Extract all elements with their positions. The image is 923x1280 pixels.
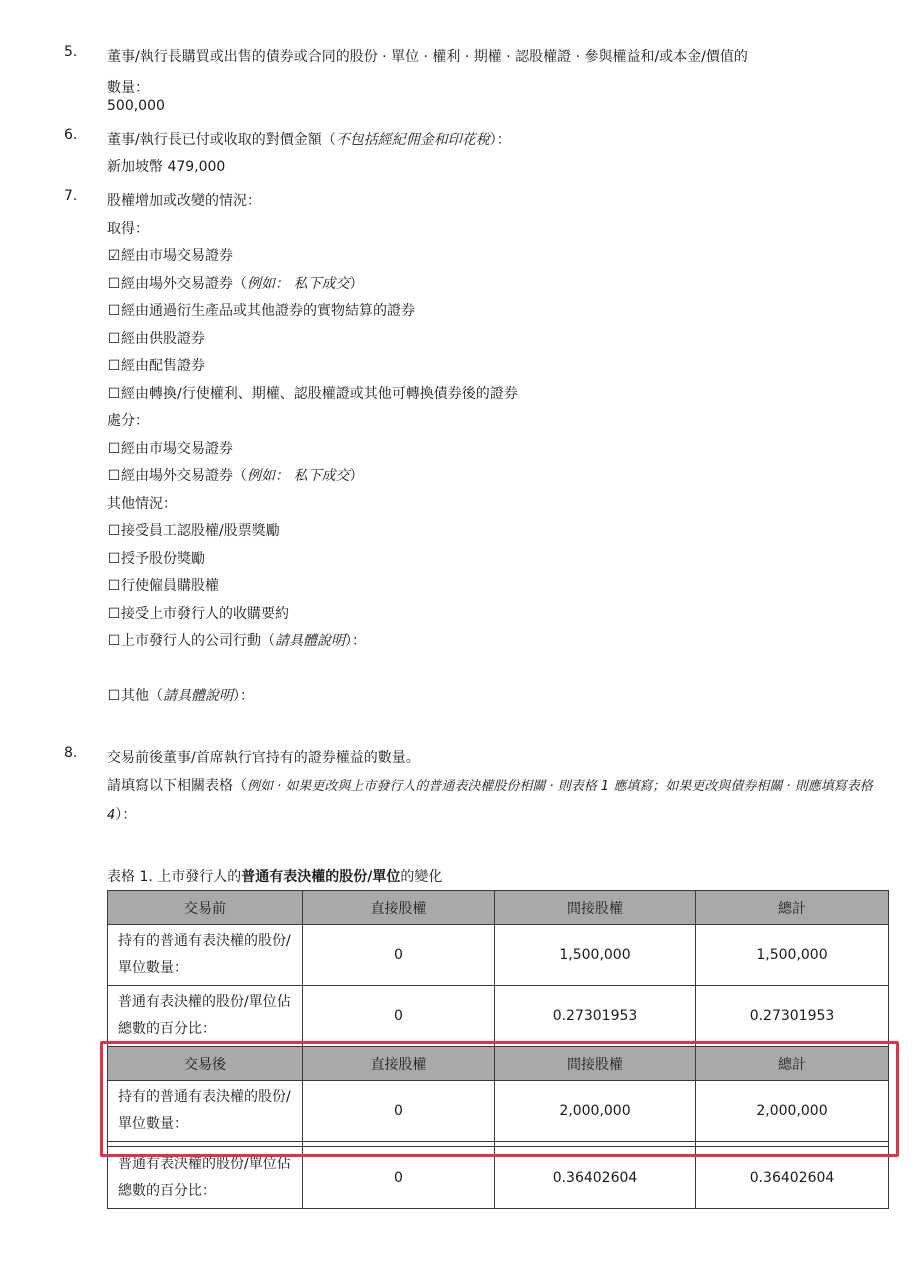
item-6-text: [107, 127, 897, 154]
checkbox-icon[interactable]: ☐: [107, 633, 121, 649]
table-caption: [107, 866, 442, 888]
item-6-value: 新加坡幣 479,000: [107, 159, 226, 175]
item-8-instruction: [107, 772, 892, 830]
checkbox-icon[interactable]: ☐: [107, 358, 121, 374]
item-5-value: 500,000: [107, 98, 165, 114]
checkbox-option[interactable]: [107, 601, 897, 629]
checkbox-icon[interactable]: ☐: [107, 523, 121, 539]
dispose-heading: 處分：: [107, 413, 149, 429]
cell-direct: 0: [303, 925, 495, 986]
option-label: 行使僱員購股權: [121, 578, 219, 594]
option-label: 接受上市發行人的收購要約: [121, 605, 289, 622]
checkbox-icon[interactable]: ☐: [107, 605, 121, 622]
cell-indirect: 0.36402604: [495, 1147, 696, 1209]
option-suffix: ）：: [345, 633, 366, 649]
row-label: 普通有表決權的股份/單位佔總數的百分比：: [108, 986, 303, 1047]
table-header-row: [108, 1047, 889, 1081]
header-cell: 總計: [696, 891, 889, 925]
checkbox-option[interactable]: [107, 381, 897, 409]
cell-indirect: 0.27301953: [495, 986, 696, 1047]
header-cell: 總計: [696, 1047, 889, 1081]
checkbox-icon[interactable]: ☐: [107, 578, 121, 594]
option-label: 經由配售證券: [121, 358, 205, 374]
checkbox-option[interactable]: [107, 573, 897, 601]
option-italic: 請具體說明: [275, 633, 345, 649]
instr-suffix: ）：: [115, 807, 137, 823]
table-1: [107, 890, 889, 1209]
checkbox-icon[interactable]: ☐: [107, 468, 121, 484]
acquire-heading: 取得：: [107, 220, 149, 237]
checkbox-icon[interactable]: ☐: [107, 275, 121, 292]
checkbox-option[interactable]: [107, 326, 897, 354]
row-label: 持有的普通有表決權的股份/單位數量：: [108, 925, 303, 986]
option-italic: 例如： 私下成交: [247, 468, 350, 484]
cell-total: 2,000,000: [696, 1081, 889, 1142]
table-row: [108, 1081, 889, 1142]
checkbox-icon[interactable]: ☐: [107, 687, 121, 704]
item-8-title: 交易前後董事/首席執行官持有的證券權益的數量。: [107, 750, 420, 766]
cell-total: 1,500,000: [696, 925, 889, 986]
cell-indirect: 1,500,000: [495, 925, 696, 986]
header-cell: 間接股權: [495, 891, 696, 925]
checkbox-option[interactable]: [107, 628, 897, 656]
caption-prefix: 表格 1. 上市發行人的: [107, 869, 242, 885]
table-row: [108, 925, 889, 986]
cell-total: 0.36402604: [696, 1147, 889, 1209]
caption-bold: 普通有表決權的股份/單位: [241, 869, 401, 885]
option-italic: 請具體說明: [163, 687, 233, 704]
option-suffix: ）: [349, 275, 364, 292]
instr-prefix: 請填寫以下相關表格（: [107, 778, 247, 794]
item-6-suffix: ）：: [489, 132, 511, 148]
option-label: 經由市場交易證券: [121, 248, 233, 264]
header-cell: 交易前: [108, 891, 303, 925]
cell-total: 0.27301953: [696, 986, 889, 1047]
caption-suffix: 的變化: [400, 869, 443, 885]
option-suffix: ）：: [233, 687, 254, 704]
cell-direct: 0: [303, 1147, 495, 1209]
option-suffix: ）: [349, 468, 364, 484]
header-cell: 直接股權: [303, 891, 495, 925]
cell-direct: 0: [303, 1081, 495, 1142]
checkbox-option[interactable]: [107, 243, 897, 271]
option-label: 經由供股證券: [121, 330, 205, 347]
checkbox-icon[interactable]: ☐: [107, 330, 121, 347]
checkbox-option[interactable]: [107, 546, 897, 574]
option-label: 經由市場交易證券: [121, 440, 233, 457]
cell-indirect: 2,000,000: [495, 1081, 696, 1142]
item-number: 6.: [64, 127, 78, 143]
item-7-title: 股權增加或改變的情況：: [107, 193, 261, 209]
item-5-text-cont: 數量：: [107, 80, 149, 96]
header-cell: 直接股權: [303, 1047, 495, 1081]
option-label: 其他（: [121, 687, 163, 704]
checkbox-option[interactable]: [107, 298, 897, 326]
item-number: 5.: [64, 44, 78, 60]
checkbox-icon[interactable]: ☐: [107, 440, 121, 457]
row-label: 普通有表決權的股份/單位佔總數的百分比：: [108, 1147, 303, 1209]
checkbox-option[interactable]: [107, 463, 897, 491]
option-label: 經由轉換/行使權利、期權、認股權證或其他可轉換債券後的證券: [121, 385, 518, 402]
option-label: 授予股份獎勵: [121, 550, 205, 567]
instr-italic: 例如 · 如果更改與上市發行人的普通表決權股份相關 · 則表格 1 應填寫；如果更改與債券相關 · 則應填寫表格 4: [107, 779, 873, 823]
table-header-row: [108, 891, 889, 925]
other-heading: 其他情況：: [107, 495, 177, 512]
checkbox-option[interactable]: [107, 353, 897, 381]
checkbox-option[interactable]: [107, 271, 897, 299]
table-row: [108, 986, 889, 1047]
option-italic: 例如： 私下成交: [247, 275, 350, 292]
checkbox-option[interactable]: [107, 436, 897, 464]
option-label: 經由通過衍生產品或其他證券的實物結算的證券: [121, 303, 415, 319]
cell-direct: 0: [303, 986, 495, 1047]
header-cell: 交易後: [108, 1047, 303, 1081]
item-number: 8.: [64, 745, 78, 761]
item-6-italic: 不包括經紀佣金和印花稅: [335, 132, 490, 148]
option-label: 經由場外交易證券（: [121, 468, 247, 484]
row-label: 持有的普通有表決權的股份/單位數量：: [108, 1081, 303, 1142]
option-label: 接受員工認股權/股票獎勵: [121, 523, 280, 539]
item-6-prefix: 董事/執行長已付或收取的對價金額（: [107, 132, 336, 148]
table-row: [108, 1147, 889, 1209]
checkbox-icon[interactable]: ☐: [107, 385, 121, 402]
item-number: 7.: [64, 188, 78, 204]
header-cell: 間接股權: [495, 1047, 696, 1081]
checkbox-option[interactable]: [107, 518, 897, 546]
option-label: 經由場外交易證券（: [121, 275, 247, 292]
checkbox-icon[interactable]: ☐: [107, 303, 121, 319]
item-5-text: 董事/執行長購買或出售的債券或合同的股份 · 單位 · 權利 · 期權 · 認股權證 · 參與權益和/或本金/價值的: [107, 49, 748, 65]
checkbox-icon[interactable]: ☐: [107, 550, 121, 567]
checkbox-option[interactable]: [107, 683, 897, 711]
checked-box-icon[interactable]: ☑: [107, 248, 121, 264]
option-label: 上市發行人的公司行動（: [121, 633, 275, 649]
